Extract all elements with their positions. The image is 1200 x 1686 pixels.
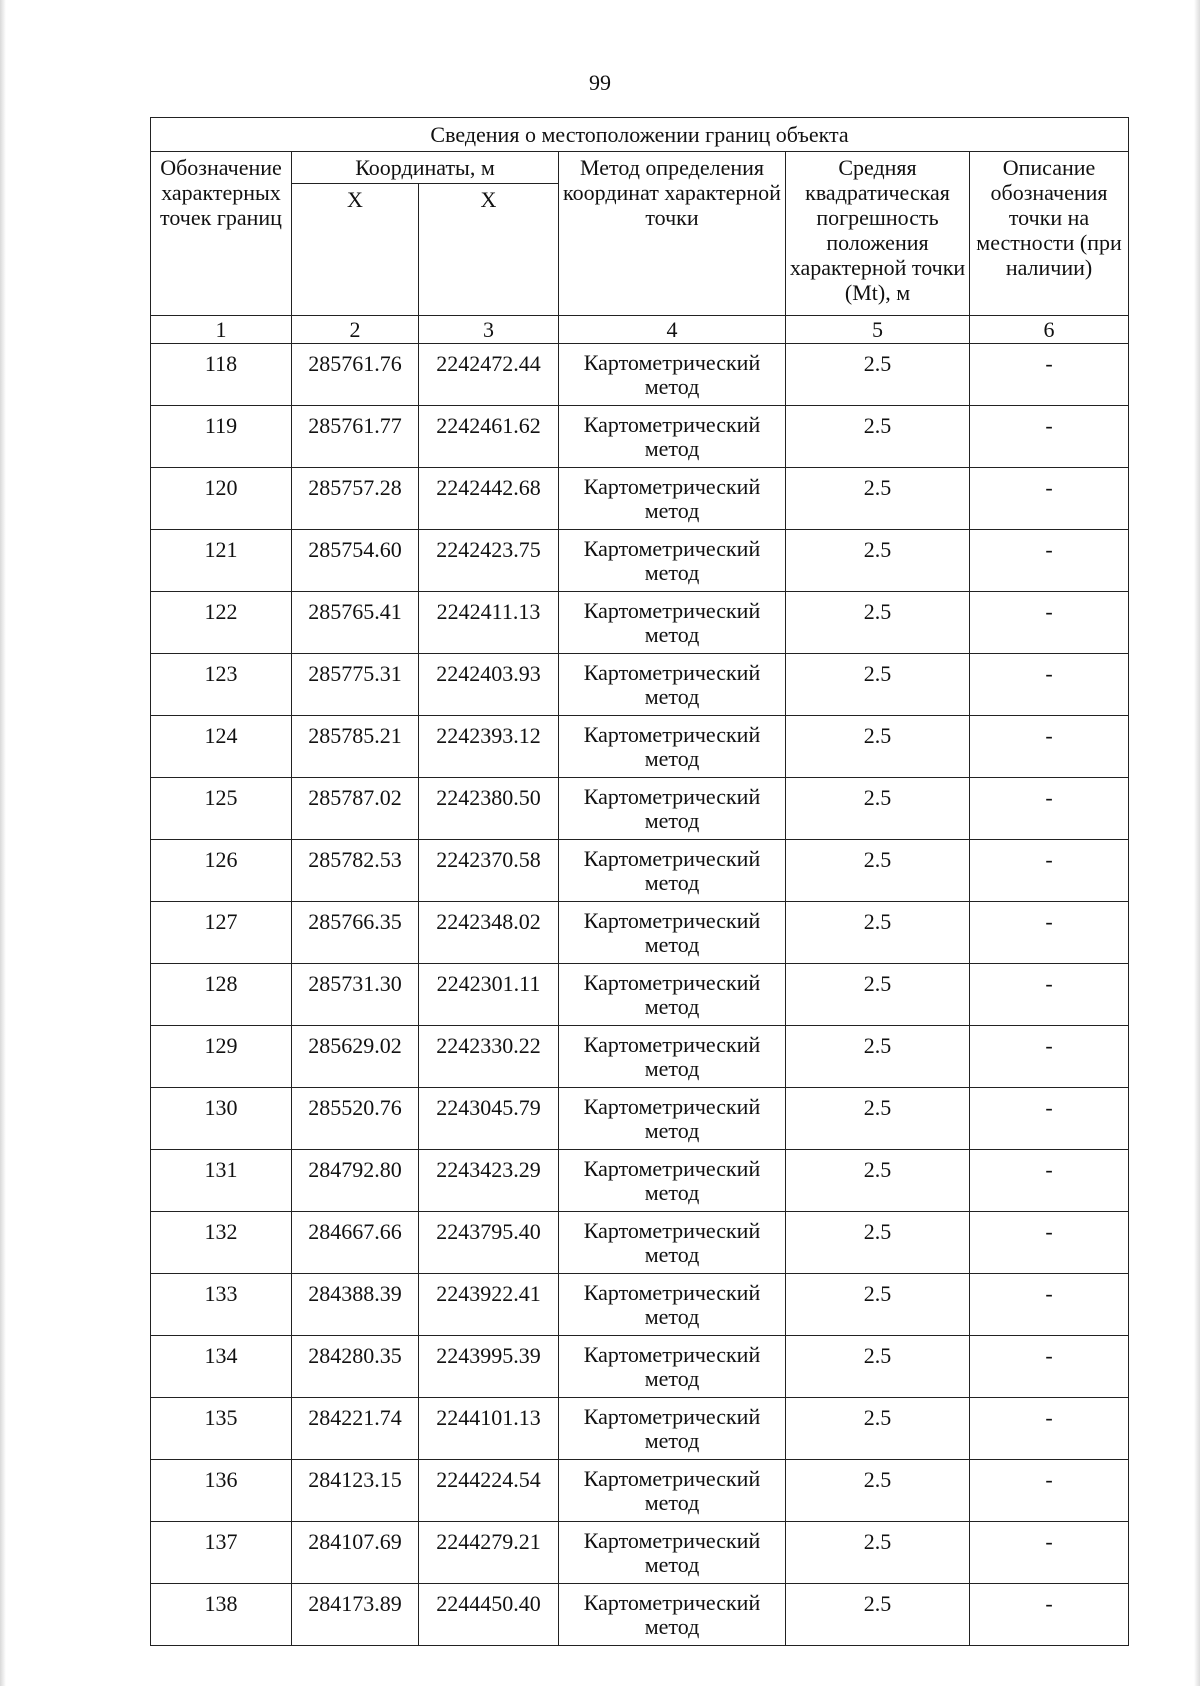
table-row bbox=[151, 1522, 1129, 1584]
cell-description: - bbox=[970, 468, 1129, 530]
cell-point: 137 bbox=[151, 1522, 292, 1584]
header-error: Средняя квадратическая погрешность положения характерной точки (Mt), м bbox=[786, 152, 970, 316]
column-number: 1 bbox=[151, 316, 292, 344]
cell-method: Картометрический метод bbox=[559, 964, 786, 1026]
cell-coord-y: 2242442.68 bbox=[419, 468, 559, 530]
cell-coord-x: 285785.21 bbox=[292, 716, 419, 778]
cell-coord-y: 2244279.21 bbox=[419, 1522, 559, 1584]
cell-point: 119 bbox=[151, 406, 292, 468]
cell-error: 2.5 bbox=[786, 654, 970, 716]
cell-coord-x: 285761.77 bbox=[292, 406, 419, 468]
header-row bbox=[151, 152, 1129, 184]
table-row bbox=[151, 530, 1129, 592]
cell-coord-x: 285766.35 bbox=[292, 902, 419, 964]
cell-coord-y: 2243045.79 bbox=[419, 1088, 559, 1150]
cell-coord-y: 2242301.11 bbox=[419, 964, 559, 1026]
cell-error: 2.5 bbox=[786, 1026, 970, 1088]
cell-description: - bbox=[970, 716, 1129, 778]
cell-coord-y: 2244224.54 bbox=[419, 1460, 559, 1522]
cell-error: 2.5 bbox=[786, 1522, 970, 1584]
cell-description: - bbox=[970, 964, 1129, 1026]
cell-description: - bbox=[970, 902, 1129, 964]
cell-error: 2.5 bbox=[786, 1274, 970, 1336]
cell-method: Картометрический метод bbox=[559, 1336, 786, 1398]
cell-point: 130 bbox=[151, 1088, 292, 1150]
table-row bbox=[151, 344, 1129, 406]
cell-error: 2.5 bbox=[786, 530, 970, 592]
cell-coord-y: 2242411.13 bbox=[419, 592, 559, 654]
table-row bbox=[151, 406, 1129, 468]
cell-method: Картометрический метод bbox=[559, 1460, 786, 1522]
cell-error: 2.5 bbox=[786, 1212, 970, 1274]
cell-coord-x: 284221.74 bbox=[292, 1398, 419, 1460]
column-number: 3 bbox=[419, 316, 559, 344]
cell-coord-x: 285787.02 bbox=[292, 778, 419, 840]
cell-method: Картометрический метод bbox=[559, 654, 786, 716]
cell-method: Картометрический метод bbox=[559, 1212, 786, 1274]
cell-point: 125 bbox=[151, 778, 292, 840]
cell-error: 2.5 bbox=[786, 716, 970, 778]
table-row bbox=[151, 1150, 1129, 1212]
cell-description: - bbox=[970, 1460, 1129, 1522]
header-method: Метод определения координат характерной точки bbox=[559, 152, 786, 316]
cell-error: 2.5 bbox=[786, 468, 970, 530]
cell-method: Картометрический метод bbox=[559, 1150, 786, 1212]
cell-point: 121 bbox=[151, 530, 292, 592]
cell-coord-y: 2244101.13 bbox=[419, 1398, 559, 1460]
cell-coord-x: 285520.76 bbox=[292, 1088, 419, 1150]
column-number: 4 bbox=[559, 316, 786, 344]
cell-coord-x: 285757.28 bbox=[292, 468, 419, 530]
cell-coord-y: 2243922.41 bbox=[419, 1274, 559, 1336]
cell-method: Картометрический метод bbox=[559, 592, 786, 654]
cell-method: Картометрический метод bbox=[559, 468, 786, 530]
cell-method: Картометрический метод bbox=[559, 406, 786, 468]
cell-point: 124 bbox=[151, 716, 292, 778]
table-row bbox=[151, 840, 1129, 902]
table-row bbox=[151, 1336, 1129, 1398]
header-coordinates: Координаты, м bbox=[292, 152, 559, 184]
cell-error: 2.5 bbox=[786, 344, 970, 406]
header-coord-y: X bbox=[419, 184, 559, 316]
column-number-row bbox=[151, 316, 1129, 344]
cell-method: Картометрический метод bbox=[559, 1088, 786, 1150]
boundary-coordinates-table bbox=[150, 117, 1129, 1646]
cell-coord-x: 284280.35 bbox=[292, 1336, 419, 1398]
cell-method: Картометрический метод bbox=[559, 1026, 786, 1088]
cell-description: - bbox=[970, 344, 1129, 406]
cell-coord-x: 285775.31 bbox=[292, 654, 419, 716]
cell-description: - bbox=[970, 592, 1129, 654]
cell-method: Картометрический метод bbox=[559, 1584, 786, 1646]
cell-point: 132 bbox=[151, 1212, 292, 1274]
cell-point: 126 bbox=[151, 840, 292, 902]
cell-point: 122 bbox=[151, 592, 292, 654]
cell-coord-x: 284388.39 bbox=[292, 1274, 419, 1336]
cell-error: 2.5 bbox=[786, 778, 970, 840]
cell-method: Картометрический метод bbox=[559, 716, 786, 778]
cell-coord-x: 285765.41 bbox=[292, 592, 419, 654]
header-coord-x: X bbox=[292, 184, 419, 316]
cell-method: Картометрический метод bbox=[559, 1398, 786, 1460]
table-row bbox=[151, 654, 1129, 716]
cell-coord-y: 2242393.12 bbox=[419, 716, 559, 778]
cell-coord-x: 284667.66 bbox=[292, 1212, 419, 1274]
table-row bbox=[151, 1398, 1129, 1460]
table-row bbox=[151, 1026, 1129, 1088]
cell-point: 128 bbox=[151, 964, 292, 1026]
cell-point: 133 bbox=[151, 1274, 292, 1336]
cell-point: 118 bbox=[151, 344, 292, 406]
table-row bbox=[151, 964, 1129, 1026]
table-row bbox=[151, 1584, 1129, 1646]
cell-description: - bbox=[970, 1212, 1129, 1274]
cell-method: Картометрический метод bbox=[559, 1522, 786, 1584]
table-row bbox=[151, 592, 1129, 654]
cell-description: - bbox=[970, 654, 1129, 716]
cell-point: 127 bbox=[151, 902, 292, 964]
cell-coord-y: 2243795.40 bbox=[419, 1212, 559, 1274]
cell-error: 2.5 bbox=[786, 1398, 970, 1460]
page-number: 99 bbox=[589, 70, 611, 95]
table-row bbox=[151, 1212, 1129, 1274]
cell-coord-y: 2243995.39 bbox=[419, 1336, 559, 1398]
cell-description: - bbox=[970, 530, 1129, 592]
cell-method: Картометрический метод bbox=[559, 344, 786, 406]
cell-coord-x: 285629.02 bbox=[292, 1026, 419, 1088]
cell-method: Картометрический метод bbox=[559, 902, 786, 964]
cell-description: - bbox=[970, 1274, 1129, 1336]
cell-coord-y: 2242330.22 bbox=[419, 1026, 559, 1088]
cell-coord-y: 2242370.58 bbox=[419, 840, 559, 902]
cell-coord-y: 2242472.44 bbox=[419, 344, 559, 406]
column-number: 2 bbox=[292, 316, 419, 344]
cell-point: 138 bbox=[151, 1584, 292, 1646]
cell-error: 2.5 bbox=[786, 1336, 970, 1398]
cell-error: 2.5 bbox=[786, 902, 970, 964]
cell-point: 123 bbox=[151, 654, 292, 716]
caption-row bbox=[151, 118, 1129, 152]
table-row bbox=[151, 1274, 1129, 1336]
cell-description: - bbox=[970, 1336, 1129, 1398]
cell-point: 136 bbox=[151, 1460, 292, 1522]
cell-coord-x: 285731.30 bbox=[292, 964, 419, 1026]
table-row bbox=[151, 778, 1129, 840]
table-row bbox=[151, 468, 1129, 530]
cell-error: 2.5 bbox=[786, 406, 970, 468]
cell-description: - bbox=[970, 778, 1129, 840]
cell-method: Картометрический метод bbox=[559, 840, 786, 902]
cell-point: 134 bbox=[151, 1336, 292, 1398]
header-description: Описание обозначения точки на местности (при наличии) bbox=[970, 152, 1129, 316]
cell-coord-x: 285782.53 bbox=[292, 840, 419, 902]
table-body bbox=[151, 118, 1129, 1646]
table-row bbox=[151, 902, 1129, 964]
cell-coord-y: 2242423.75 bbox=[419, 530, 559, 592]
cell-description: - bbox=[970, 1398, 1129, 1460]
scan-edge-left bbox=[0, 0, 6, 1686]
table-row bbox=[151, 716, 1129, 778]
cell-description: - bbox=[970, 1584, 1129, 1646]
cell-method: Картометрический метод bbox=[559, 778, 786, 840]
cell-description: - bbox=[970, 1522, 1129, 1584]
cell-error: 2.5 bbox=[786, 1088, 970, 1150]
cell-point: 120 bbox=[151, 468, 292, 530]
cell-description: - bbox=[970, 1088, 1129, 1150]
table-row bbox=[151, 1088, 1129, 1150]
cell-error: 2.5 bbox=[786, 1584, 970, 1646]
scan-edge-right bbox=[1194, 0, 1200, 1686]
cell-coord-x: 284107.69 bbox=[292, 1522, 419, 1584]
cell-coord-y: 2243423.29 bbox=[419, 1150, 559, 1212]
cell-point: 129 bbox=[151, 1026, 292, 1088]
cell-coord-x: 285754.60 bbox=[292, 530, 419, 592]
cell-point: 135 bbox=[151, 1398, 292, 1460]
cell-error: 2.5 bbox=[786, 840, 970, 902]
cell-coord-y: 2242380.50 bbox=[419, 778, 559, 840]
cell-method: Картометрический метод bbox=[559, 530, 786, 592]
cell-error: 2.5 bbox=[786, 1460, 970, 1522]
cell-error: 2.5 bbox=[786, 964, 970, 1026]
cell-coord-y: 2242461.62 bbox=[419, 406, 559, 468]
cell-coord-y: 2244450.40 bbox=[419, 1584, 559, 1646]
column-number: 6 bbox=[970, 316, 1129, 344]
cell-coord-x: 284792.80 bbox=[292, 1150, 419, 1212]
cell-method: Картометрический метод bbox=[559, 1274, 786, 1336]
cell-error: 2.5 bbox=[786, 1150, 970, 1212]
table-caption: Сведения о местоположении границ объекта bbox=[151, 118, 1129, 152]
cell-coord-x: 284123.15 bbox=[292, 1460, 419, 1522]
header-designation: Обозначение характерных точек границ bbox=[151, 152, 292, 316]
table-row bbox=[151, 1460, 1129, 1522]
cell-description: - bbox=[970, 1026, 1129, 1088]
column-number: 5 bbox=[786, 316, 970, 344]
cell-description: - bbox=[970, 840, 1129, 902]
cell-error: 2.5 bbox=[786, 592, 970, 654]
cell-coord-x: 285761.76 bbox=[292, 344, 419, 406]
cell-description: - bbox=[970, 1150, 1129, 1212]
cell-description: - bbox=[970, 406, 1129, 468]
cell-coord-y: 2242403.93 bbox=[419, 654, 559, 716]
cell-coord-y: 2242348.02 bbox=[419, 902, 559, 964]
cell-coord-x: 284173.89 bbox=[292, 1584, 419, 1646]
cell-point: 131 bbox=[151, 1150, 292, 1212]
